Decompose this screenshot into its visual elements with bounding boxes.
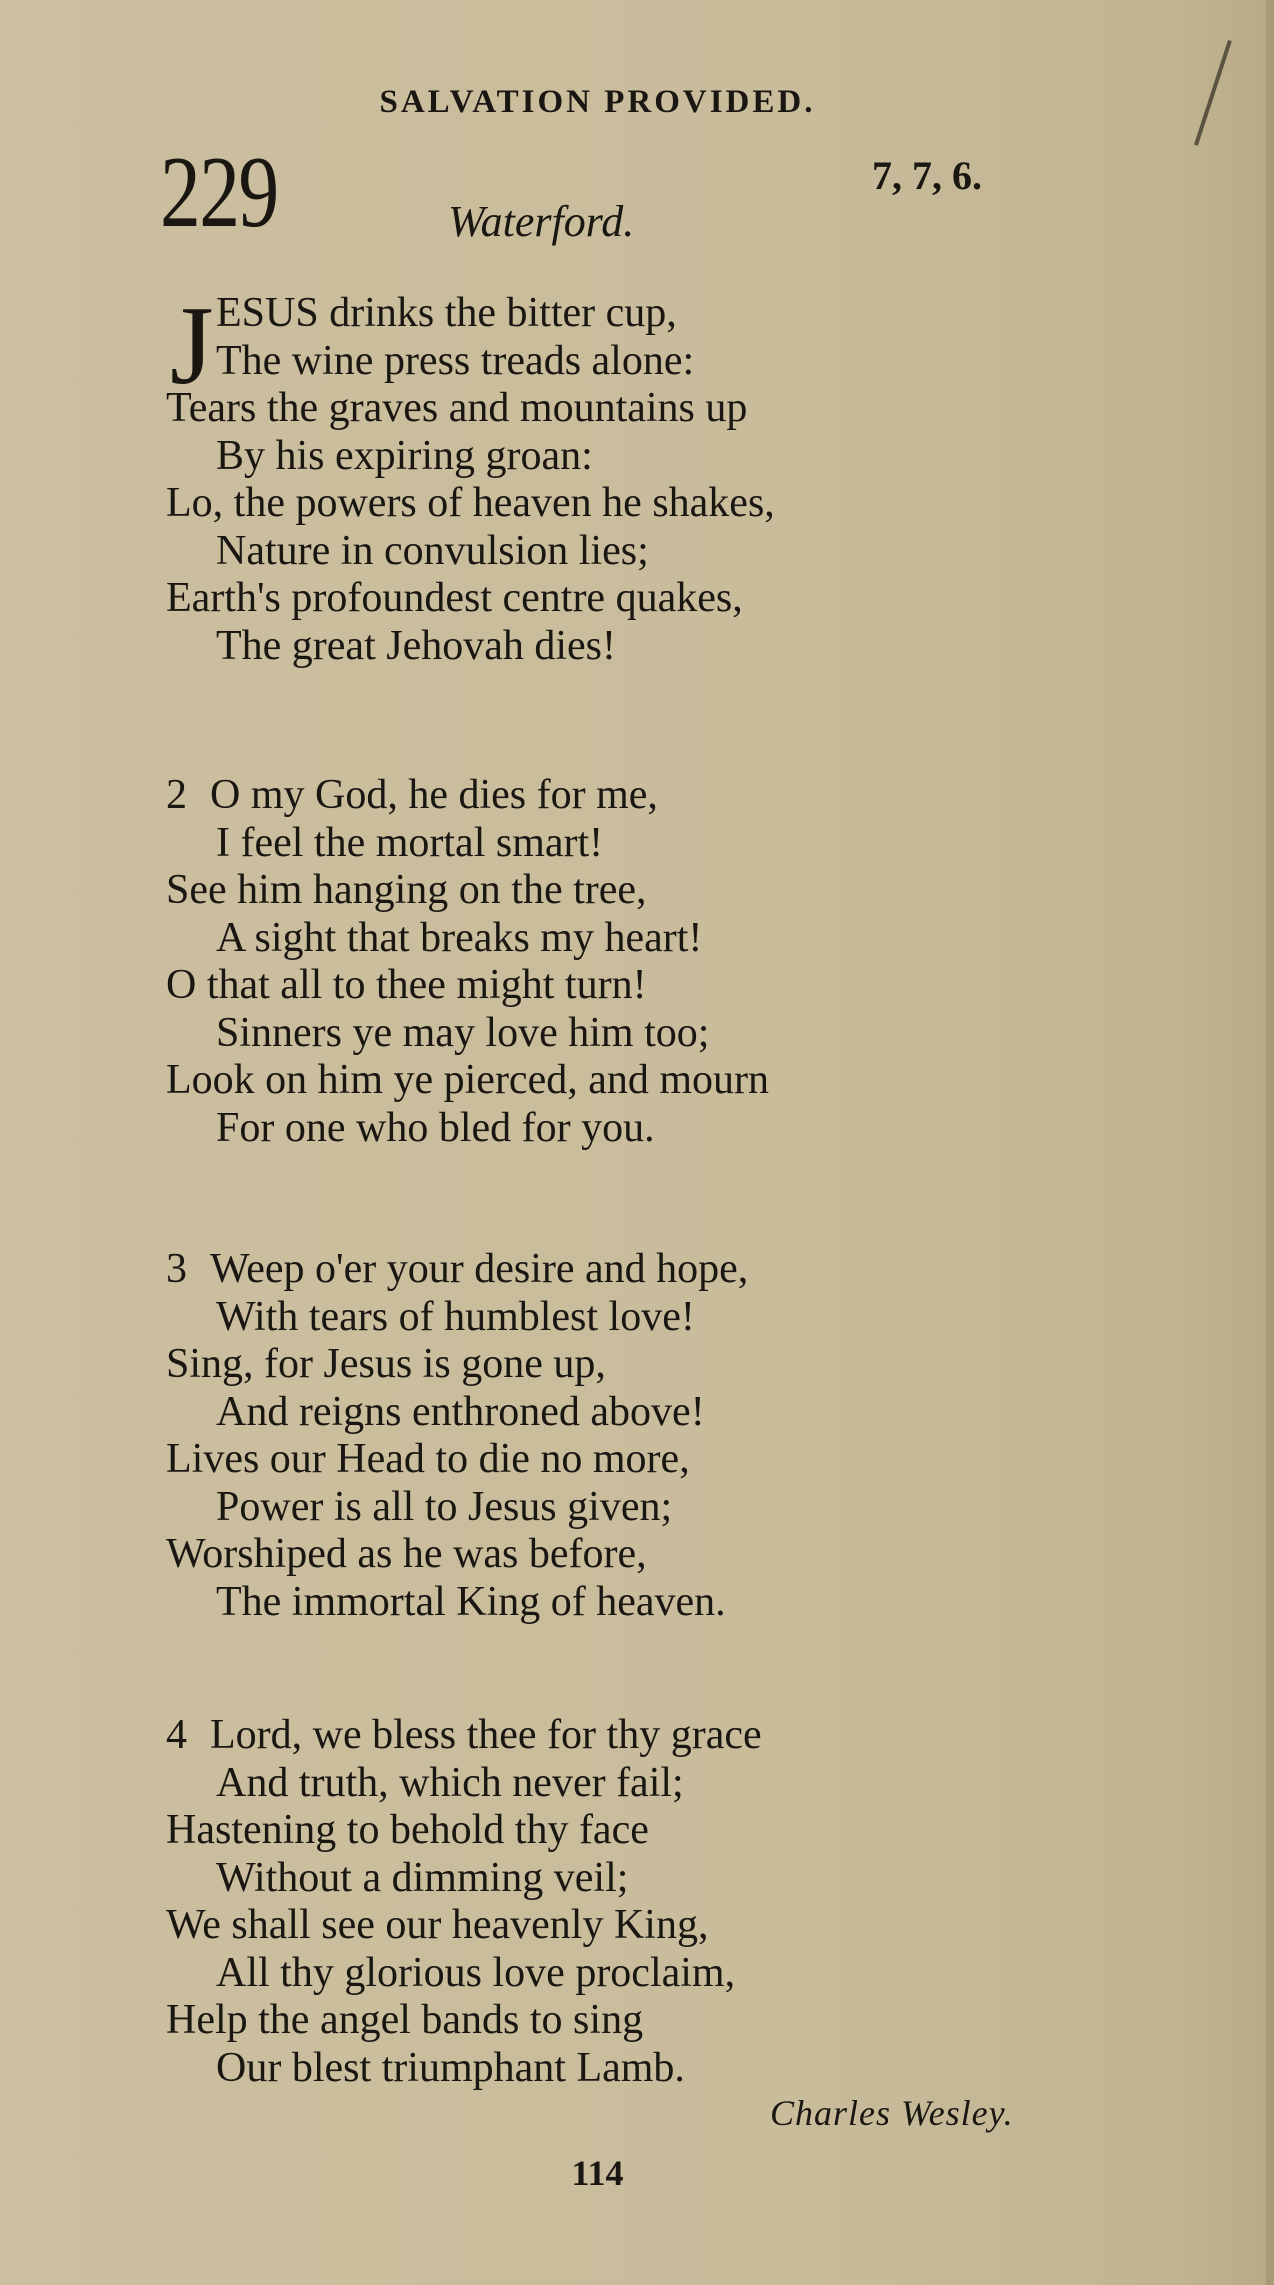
stanza-line: Lives our Head to die no more, xyxy=(166,1436,690,1482)
stanza-number: 2 xyxy=(166,772,187,818)
page-edge xyxy=(1266,0,1274,2285)
stanza-line: Hastening to behold thy face xyxy=(166,1807,649,1853)
stanza-line: 4 Lord, we bless thee for thy grace xyxy=(166,1712,762,1758)
stanza-line: I feel the mortal smart! xyxy=(216,819,604,866)
tune-name: Waterford. xyxy=(448,197,635,246)
stanza-line: ESUS drinks the bitter cup, xyxy=(216,290,677,336)
stanza-3 xyxy=(166,1246,748,1626)
stanza-1 xyxy=(166,284,775,670)
stanza-line: Tears the graves and mountains up xyxy=(166,385,748,431)
stanza-line: For one who bled for you. xyxy=(216,1104,655,1151)
stanza-line: The great Jehovah dies! xyxy=(216,622,617,669)
stanza-4 xyxy=(166,1712,762,2092)
drop-cap: J xyxy=(170,284,214,408)
stanza-line: Our blest triumphant Lamb. xyxy=(216,2044,685,2091)
stanza-line: The immortal King of heaven. xyxy=(216,1578,726,1625)
margin-mark xyxy=(1194,40,1232,146)
stanza-line: Lo, the powers of heaven he shakes, xyxy=(166,480,775,526)
stanza-line: Nature in convulsion lies; xyxy=(216,527,649,574)
stanza-number: 3 xyxy=(166,1246,187,1292)
stanza-line: Sing, for Jesus is gone up, xyxy=(166,1341,606,1387)
stanza-line: See him hanging on the tree, xyxy=(166,867,647,913)
stanza-line: By his expiring groan: xyxy=(216,432,593,479)
stanza-line: Help the angel bands to sing xyxy=(166,1997,644,2043)
stanza-line: Without a dimming veil; xyxy=(216,1854,629,1901)
stanza-line: With tears of humblest love! xyxy=(216,1293,695,1340)
stanza-line: And truth, which never fail; xyxy=(216,1759,684,1806)
hymn-number: 229 xyxy=(160,136,278,249)
stanza-line: The wine press treads alone: xyxy=(216,337,695,384)
stanza-line: O that all to thee might turn! xyxy=(166,962,647,1008)
stanza-line: And reigns enthroned above! xyxy=(216,1388,705,1435)
stanza-line: 3 Weep o'er your desire and hope, xyxy=(166,1246,749,1292)
stanza-line: All thy glorious love proclaim, xyxy=(216,1949,736,1996)
stanza-line: A sight that breaks my heart! xyxy=(216,914,703,961)
stanza-line: Look on him ye pierced, and mourn xyxy=(166,1057,770,1103)
stanza-2 xyxy=(166,772,769,1152)
author-attribution: Charles Wesley. xyxy=(770,2093,1014,2133)
stanza-line: Power is all to Jesus given; xyxy=(216,1483,673,1530)
page-number: 114 xyxy=(571,2153,624,2193)
stanza-line: Earth's profoundest centre quakes, xyxy=(166,575,743,621)
stanza-number: 4 xyxy=(166,1712,187,1758)
stanza-line: We shall see our heavenly King, xyxy=(166,1902,709,1948)
stanza-line: Worshiped as he was before, xyxy=(166,1531,647,1577)
meter: 7, 7, 6. xyxy=(872,153,982,198)
running-head: SALVATION PROVIDED. xyxy=(379,84,816,120)
stanza-line: 2 O my God, he dies for me, xyxy=(166,772,658,818)
stanza-line: Sinners ye may love him too; xyxy=(216,1009,710,1056)
